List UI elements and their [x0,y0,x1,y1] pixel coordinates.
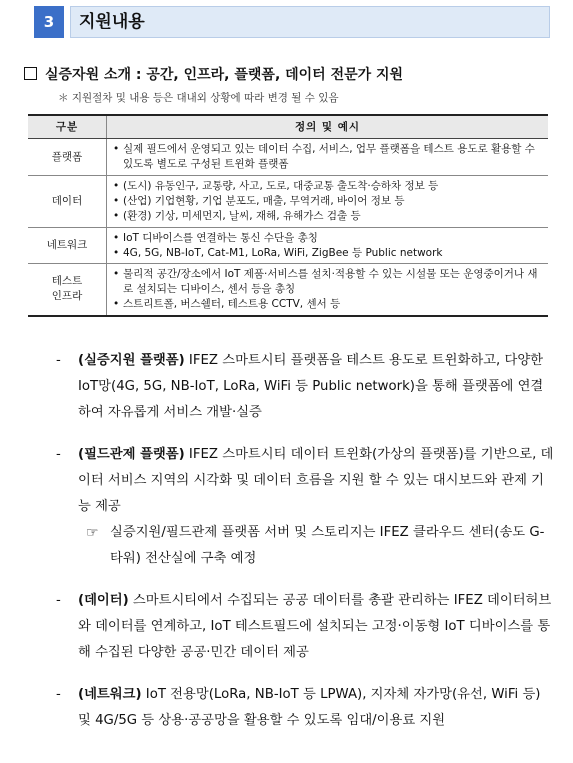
table-row [28,264,548,316]
table-row [28,228,548,264]
definition-item: • (산업) 기업현황, 기업 분포도, 매출, 무역거래, 바이어 정보 등 [113,194,542,209]
dash-marker: - [56,593,61,608]
header-definition: 정의 및 예시 [107,115,549,139]
subsection-heading [24,64,403,84]
row-category: 플랫폼 [28,139,107,176]
table-header-row [28,115,548,139]
header-category: 구분 [28,115,107,139]
dash-marker: - [56,353,61,368]
list-item [56,588,556,666]
definition-item: • 4G, 5G, NB-IoT, Cat-M1, LoRa, WiFi, ZigBee 등 Public network [113,246,542,261]
definition-item: • 실제 필드에서 운영되고 있는 데이터 수집, 서비스, 업무 플랫폼을 테스트 용도로 활용할 수 있도록 별도로 구성된 트윈화 플랫폼 [113,142,542,172]
definition-item: • 스트리트폴, 버스쉘터, 테스트용 CCTV, 센서 등 [113,297,542,312]
sub-note-text: 실증지원/필드관제 플랫폼 서버 및 스토리지는 IFEZ 클라우드 센터(송도 G-타워) 전산실에 구축 예정 [110,525,545,566]
list-item [56,442,556,572]
definition-item: • (도시) 유동인구, 교통량, 사고, 도로, 대중교통 출도착·승하차 정보 등 [113,179,542,194]
note: ＊ 지원절차 및 내용 등은 대내외 상황에 따라 변경 될 수 있음 [58,92,339,104]
row-category: 네트워크 [28,228,107,264]
checkbox-square-icon [24,67,37,80]
section-header [34,6,550,38]
definition-item: • IoT 디바이스를 연결하는 통신 수단을 총칭 [113,231,542,246]
support-list [56,348,556,750]
row-category: 테스트 인프라 [28,264,107,316]
row-definition [107,176,549,228]
table-row [28,176,548,228]
item-text: IFEZ 스마트시티 데이터 트윈화(가상의 플랫폼)를 기반으로, 데이터 서비스 지역의 시각화 및 데이터 흐름을 지원 할 수 있는 대시보드와 관제 기능 제공 [78,447,554,514]
row-definition [107,228,549,264]
pointing-hand-icon: ☞ [86,525,99,541]
item-title: (필드관제 플랫폼) [78,447,185,462]
sub-note [64,520,556,572]
item-text: IoT 전용망(LoRa, NB-IoT 등 LPWA), 지자체 자가망(유선, WiFi 등) 및 4G/5G 등 상용·공공망을 활용할 수 있도록 임대/이용료 지원 [78,687,541,728]
item-title: (데이터) [78,593,129,608]
section-number: 3 [34,6,64,38]
row-definition [107,264,549,316]
table-row [28,139,548,176]
item-title: (네트워크) [78,687,142,702]
dash-marker: - [56,687,61,702]
resource-table [28,114,548,317]
list-item [56,348,556,426]
row-definition [107,139,549,176]
item-text: IFEZ 스마트시티 플랫폼을 테스트 용도로 트윈화하고, 다양한 IoT망(4G, 5G, NB-IoT, LoRa, WiFi 등 Public network)을 통해 플랫폼에 연결하여 자유롭게 서비스 개발·실증 [78,353,544,420]
item-text: 스마트시티에서 수집되는 공공 데이터를 총괄 관리하는 IFEZ 데이터허브와 데이터를 연계하고, IoT 테스트필드에 설치되는 고정·이동형 IoT 디바이스를 통해 수집된 다양한 공공·민간 데이터 제공 [78,593,552,660]
heading-text: 실증자원 소개 : 공간, 인프라, 플랫폼, 데이터 전문가 지원 [45,67,404,83]
definition-item: • (환경) 기상, 미세먼지, 날씨, 재해, 유해가스 검출 등 [113,209,542,224]
row-category: 데이터 [28,176,107,228]
section-title: 지원내용 [70,6,550,38]
list-item [56,682,556,734]
item-title: (실증지원 플랫폼) [78,353,185,368]
definition-item: • 물리적 공간/장소에서 IoT 제품·서비스를 설치·적용할 수 있는 시설물 또는 운영중이거나 새로 설치되는 디바이스, 센서 등을 총칭 [113,267,542,297]
dash-marker: - [56,447,61,462]
